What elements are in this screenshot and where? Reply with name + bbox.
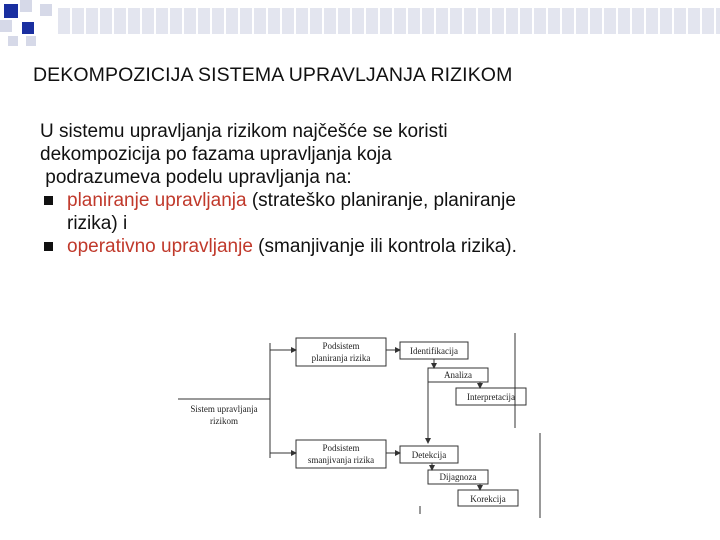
interpretacija-label: Interpretacija (467, 392, 515, 402)
bullet-item (40, 189, 680, 235)
dijagnoza-label: Dijagnoza (439, 472, 477, 482)
intro-line: podrazumeva podelu upravljanja na: (40, 167, 352, 188)
analiza-label: Analiza (444, 370, 472, 380)
bullet-item (40, 235, 680, 258)
root-label-line2: rizikom (210, 416, 238, 426)
header-decoration-bar (58, 8, 720, 34)
identifikacija-label: Identifikacija (410, 346, 458, 356)
bullet-rest: rizika) i (67, 213, 128, 234)
bullet-rest: (strateško planiranje, planiranje (246, 190, 516, 211)
slide-title: DEKOMPOZICIJA SISTEMA UPRAVLJANJA RIZIKOM (33, 64, 513, 86)
detekcija-label: Detekcija (411, 450, 447, 460)
operational-subsystem-line2: smanjivanja rizika (307, 455, 375, 465)
bullet-highlight: operativno upravljanje (67, 236, 253, 257)
planning-subsystem-line1: Podsistem (322, 341, 360, 351)
intro-line: dekompozicija po fazama upravljanja koja (40, 144, 392, 165)
square-bullet-icon (44, 242, 53, 251)
square-bullet-icon (44, 196, 53, 205)
intro-line: U sistemu upravljanja rizikom najčešće se koristi (40, 121, 448, 142)
slide-body (40, 120, 680, 258)
root-label-line1: Sistem upravljanja (190, 404, 258, 414)
korekcija-label: Korekcija (470, 494, 506, 504)
planning-subsystem-line2: planiranja rizika (311, 353, 371, 363)
operational-subsystem-line1: Podsistem (322, 443, 360, 453)
bullet-highlight: planiranje upravljanja (67, 190, 247, 211)
bullet-rest: (smanjivanje ili kontrola rizika). (252, 236, 517, 257)
corner-decoration (0, 0, 60, 50)
decomposition-diagram (170, 328, 550, 526)
